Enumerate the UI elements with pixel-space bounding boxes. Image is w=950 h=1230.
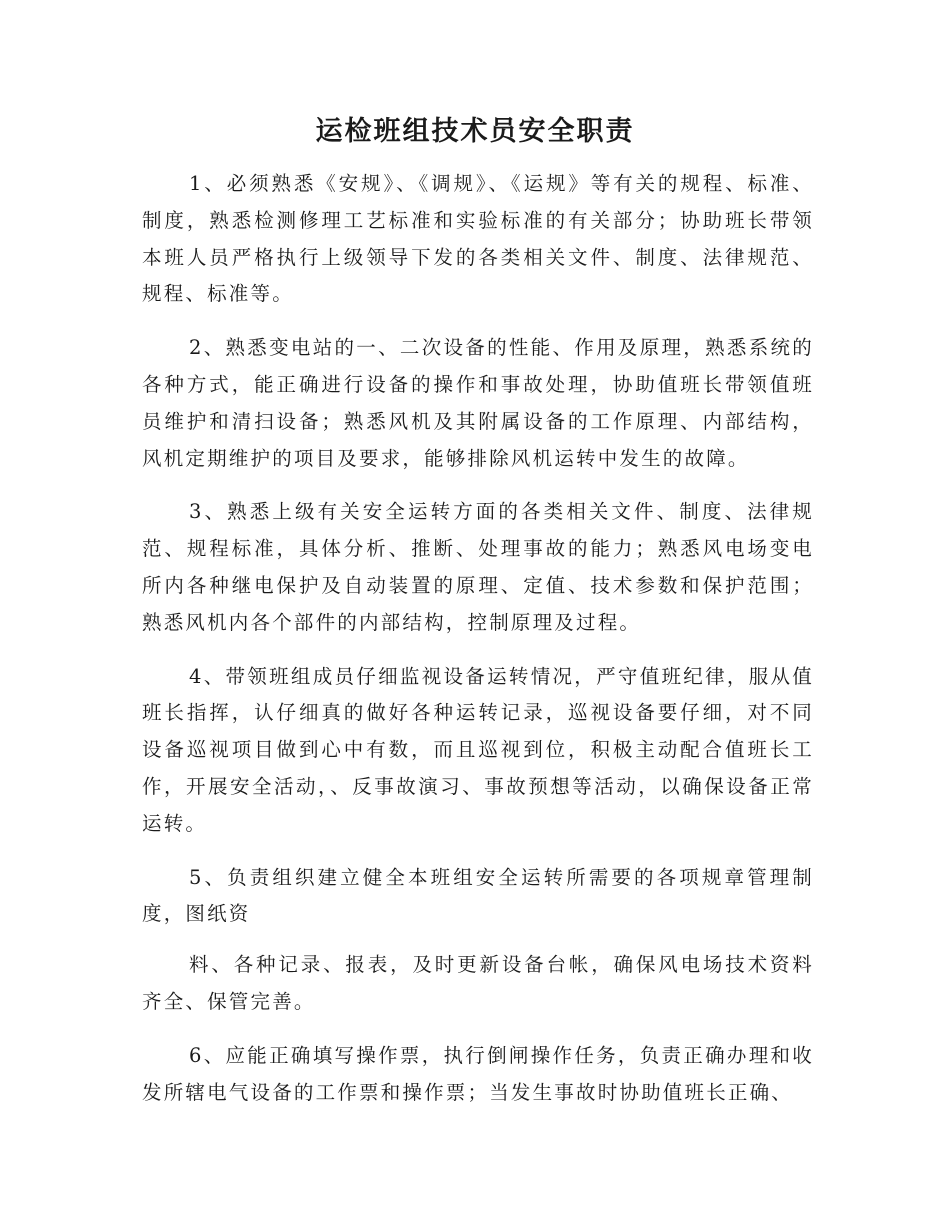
document-body — [142, 166, 814, 1128]
paragraph-3: 3、熟悉上级有关安全运转方面的各类相关文件、制度、法律规范、规程标准，具体分析、推断、处理事故的能力；熟悉风电场变电所内各种继电保护及自动装置的原理、定值、技术参数和保护范围；熟悉风机内各个部件的内部结构，控制原理及过程。 — [142, 500, 814, 634]
paragraph-1: 1、必须熟悉《安规》、《调规》、《运规》等有关的规程、标准、制度，熟悉检测修理工艺标准和实验标准的有关部分；协助班长带领本班人员严格执行上级领导下发的各类相关文件、制度、法律规范、规程、标准等。 — [142, 172, 814, 306]
paragraph-5: 5、负责组织建立健全本班组安全运转所需要的各项规章管理制度，图纸资 — [142, 865, 814, 926]
paragraph-4: 4、带领班组成员仔细监视设备运转情况，严守值班纪律，服从值班长指挥，认仔细真的做好各种运转记录，巡视设备要仔细，对不同设备巡视项目做到心中有数，而且巡视到位，积极主动配合值班长工作，开展安全活动，、反事故演习、事故预想等活动，以确保设备正常运转。 — [142, 664, 814, 835]
document-title: 运检班组技术员安全职责 — [315, 116, 635, 147]
paragraph-2: 2、熟悉变电站的一、二次设备的性能、作用及原理，熟悉系统的各种方式，能正确进行设备的操作和事故处理，协助值班长带领值班员维护和清扫设备；熟悉风机及其附属设备的工作原理、内部结构，风机定期维护的项目及要求，能够排除风机运转中发生的故障。 — [142, 336, 814, 470]
paragraph-5-continued: 料、各种记录、报表，及时更新设备台帐，确保风电场技术资料齐全、保管完善。 — [142, 953, 814, 1013]
paragraph-6: 6、应能正确填写操作票，执行倒闸操作任务，负责正确办理和收发所辖电气设备的工作票和操作票；当发生事故时协助值班长正确、 — [142, 1043, 814, 1104]
